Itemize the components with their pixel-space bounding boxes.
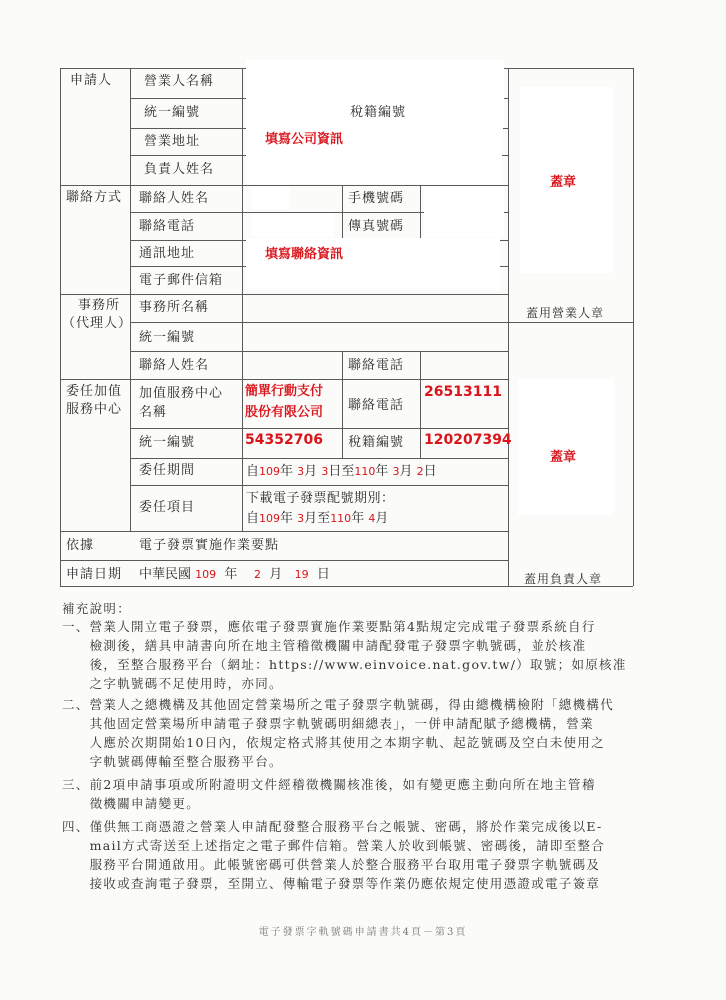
vas-unified-no-label: 統一編號	[139, 435, 196, 450]
email-label: 電子郵件信箱	[139, 273, 224, 288]
note-line: 檢測後，繕具申請書向所在地主管稽徵機關申請配發電子發票字軌號碼，並於核准	[62, 638, 587, 653]
vas-name-label-2: 名稱	[139, 405, 168, 420]
basis-value: 電子發票實施作業要點	[139, 538, 280, 553]
agent-office-label-2: （代理人）	[62, 316, 133, 331]
note-line: 服務平台開通啟用。此帳號密碼可供營業人於整合服務平台取用電子發票字軌號碼及	[62, 857, 601, 872]
fax-label: 傳真號碼	[348, 219, 405, 234]
note-line: 之字軌號碼不足使用時，亦同。	[62, 676, 283, 691]
note-line: 三、前2項申請事項或所附證明文件經稽徵機關核准後，如有變更應主動向所在地主管稽	[62, 777, 596, 792]
note-line: 其他固定營業場所申請電子發票字軌號碼明細總表」，一併申請配賦予總機構，營業	[62, 716, 594, 731]
vas-phone-value: 26513111	[424, 384, 502, 400]
redacted-seal-area	[518, 379, 614, 515]
vas-name-label-1: 加值服務中心	[139, 386, 224, 401]
basis-label: 依據	[66, 538, 95, 553]
contact-phone-label: 聯絡電話	[139, 219, 196, 234]
contact-name-label: 聯絡人姓名	[139, 191, 210, 206]
applicant-section-label: 申請人	[70, 73, 113, 88]
notes-heading: 補充說明：	[62, 601, 132, 616]
vas-name-value-1: 簡單行動支付	[245, 384, 324, 399]
responsible-seal-caption: 蓋用負責人章	[524, 572, 603, 586]
appointment-period-value: 自109年 3月 3日至110年 3月 2日	[246, 464, 437, 479]
note-line: 後，至整合服務平台（網址：https://www.einvoice.nat.gov.tw/）取號；如原核准	[62, 657, 627, 672]
note-line: 字軌號碼傳輸至整合服務平台。	[62, 754, 283, 769]
tax-registration-label: 稅籍編號	[350, 105, 407, 120]
note-line: 人應於次期開始10日內，依規定格式將其使用之本期字軌、起訖號碼及空白未使用之	[62, 735, 605, 750]
appointment-period-label: 委任期間	[139, 463, 196, 478]
agent-office-label-1: 事務所	[78, 298, 121, 313]
contact-info-note: 填寫聯絡資訊	[265, 247, 344, 262]
vas-center-label-2: 服務中心	[66, 402, 123, 417]
note-line: 四、僅供無工商憑證之營業人申請配發整合服務平台之帳號、密碼，將於作業完成後以E-	[62, 819, 603, 834]
responsible-person-label: 負責人姓名	[144, 162, 215, 177]
mail-address-label: 通訊地址	[139, 246, 196, 261]
vas-phone-label: 聯絡電話	[348, 398, 405, 413]
responsible-seal-mark: 蓋章	[550, 450, 577, 465]
office-phone-label: 聯絡電話	[348, 358, 405, 373]
vas-tax-no-value: 120207394	[424, 432, 512, 448]
business-seal-mark: 蓋章	[550, 175, 577, 190]
note-line: mail方式寄送至上述指定之電子郵件信箱。營業人於收到帳號、密碼後，請即至整合	[62, 838, 606, 853]
office-name-label: 事務所名稱	[139, 300, 210, 315]
application-date-value: 中華民國 109 年 2 月 19 日	[139, 567, 330, 582]
company-info-note: 填寫公司資訊	[265, 132, 344, 147]
office-contact-name-label: 聯絡人姓名	[139, 358, 210, 373]
vas-center-label-1: 委任加值	[66, 384, 123, 399]
note-line: 二、營業人之總機構及其他固定營業場所之電子發票字軌號碼，得由總機構檢附「總機構代	[62, 697, 615, 712]
mobile-label: 手機號碼	[348, 191, 405, 206]
page-footer: 電子發票字軌號碼申請書共4頁－第3頁	[258, 927, 468, 938]
redacted-block	[246, 238, 500, 290]
unified-no-label: 統一編號	[144, 105, 201, 120]
contact-section-label: 聯絡方式	[66, 190, 123, 205]
redacted-block	[424, 187, 504, 237]
business-name-label: 營業人名稱	[144, 74, 215, 89]
redacted-block	[252, 213, 334, 237]
application-date-label: 申請日期	[66, 567, 123, 582]
business-address-label: 營業地址	[144, 134, 201, 149]
appointment-items-line2: 自109年 3月至110年 4月	[246, 511, 389, 526]
office-unified-no-label: 統一編號	[139, 330, 196, 345]
redacted-block	[252, 187, 290, 209]
note-line: 一、營業人開立電子發票，應依電子發票實施作業要點第4點規定完成電子發票系統自行	[62, 619, 596, 634]
business-seal-caption: 蓋用營業人章	[526, 306, 605, 320]
vas-name-value-2: 股份有限公司	[245, 405, 324, 420]
vas-tax-no-label: 稅籍編號	[348, 435, 405, 450]
appointment-items-line1: 下載電子發票配號期別：	[246, 491, 395, 506]
note-line: 接收或查詢電子發票，至開立、傳輸電子發票等作業仍應依規定使用憑證或電子簽章	[62, 876, 601, 891]
note-line: 徵機關申請變更。	[62, 796, 201, 811]
appointment-items-label: 委任項目	[139, 500, 196, 515]
vas-unified-no-value: 54352706	[245, 432, 323, 448]
